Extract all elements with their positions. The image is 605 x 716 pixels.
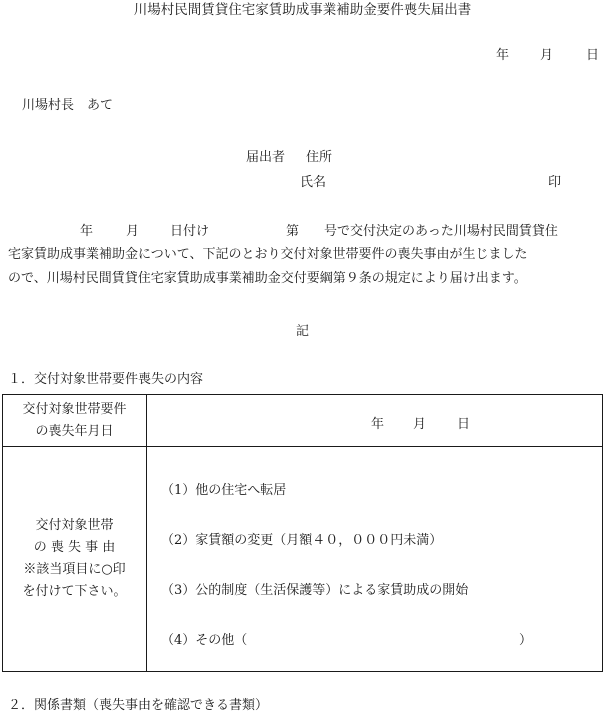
body-month: 月 bbox=[126, 224, 140, 239]
addressee: 川場村長 あて bbox=[22, 98, 114, 113]
loss-date-month: 月 bbox=[413, 417, 427, 432]
loss-reason-options-cell bbox=[147, 447, 603, 672]
loss-date-label-line-2: の喪失年月日 bbox=[35, 423, 114, 439]
applicant-address-label: 住所 bbox=[306, 150, 333, 165]
loss-reason-label-cell bbox=[3, 447, 147, 672]
requirement-table bbox=[2, 394, 603, 672]
body-number-prefix: 第 bbox=[286, 224, 300, 239]
reason-option-2[interactable]: （2）家賃額の変更（月額４０，０００円未満） bbox=[161, 533, 443, 548]
reason-option-1[interactable]: （1）他の住宅へ転居 bbox=[161, 483, 287, 498]
loss-date-day: 日 bbox=[457, 417, 471, 432]
loss-date-label-line-1: 交付対象世帯要件 bbox=[22, 401, 127, 417]
body-text-line-2: 宅家賃助成事業補助金について、下記のとおり交付対象世帯要件の喪失事由が生じました bbox=[8, 247, 528, 262]
loss-reason-row bbox=[3, 447, 603, 672]
loss-date-year: 年 bbox=[371, 417, 385, 432]
body-line1-rest: 号で交付決定のあった川場村民間賃貸住 bbox=[324, 224, 558, 239]
applicant-name-label: 氏名 bbox=[300, 175, 327, 190]
loss-date-row bbox=[3, 395, 603, 447]
loss-date-label-cell bbox=[3, 395, 147, 447]
body-year: 年 bbox=[80, 224, 94, 239]
submission-date-month: 月 bbox=[540, 48, 554, 63]
submission-date-day: 日 bbox=[586, 48, 600, 63]
body-text-line-3: ので、川場村民間賃貸住宅家賃助成事業補助金交付要綱第９条の規定により届け出ます。 bbox=[8, 271, 527, 286]
reason-option-3[interactable]: （3）公的制度（生活保護等）による家賃助成の開始 bbox=[161, 583, 469, 598]
applicant-label: 届出者 bbox=[246, 150, 286, 165]
loss-reason-label-line-2: の 喪 失 事 由 bbox=[33, 540, 116, 555]
loss-reason-label-line-1: 交付対象世帯 bbox=[35, 518, 114, 533]
loss-reason-label-line-3: ※該当項目に○印 bbox=[23, 562, 126, 577]
seal-mark: 印 bbox=[548, 175, 562, 190]
ki-heading: 記 bbox=[295, 324, 309, 339]
submission-date-year: 年 bbox=[496, 48, 510, 63]
loss-reason-label-line-4: を付けて下さい。 bbox=[22, 584, 127, 599]
section-1-heading: １．交付対象世帯要件喪失の内容 bbox=[8, 372, 204, 387]
reason-option-4[interactable]: （4）その他（ bbox=[161, 633, 248, 648]
document-title: 川場村民間賃貸住宅家賃助成事業補助金要件喪失届出書 bbox=[133, 2, 472, 18]
reason-option-4-close: ） bbox=[519, 633, 533, 648]
body-dated: 日付け bbox=[170, 224, 210, 239]
section-2-heading: ２．関係書類（喪失事由を確認できる書類） bbox=[8, 698, 269, 713]
loss-date-value-cell[interactable] bbox=[147, 395, 603, 447]
